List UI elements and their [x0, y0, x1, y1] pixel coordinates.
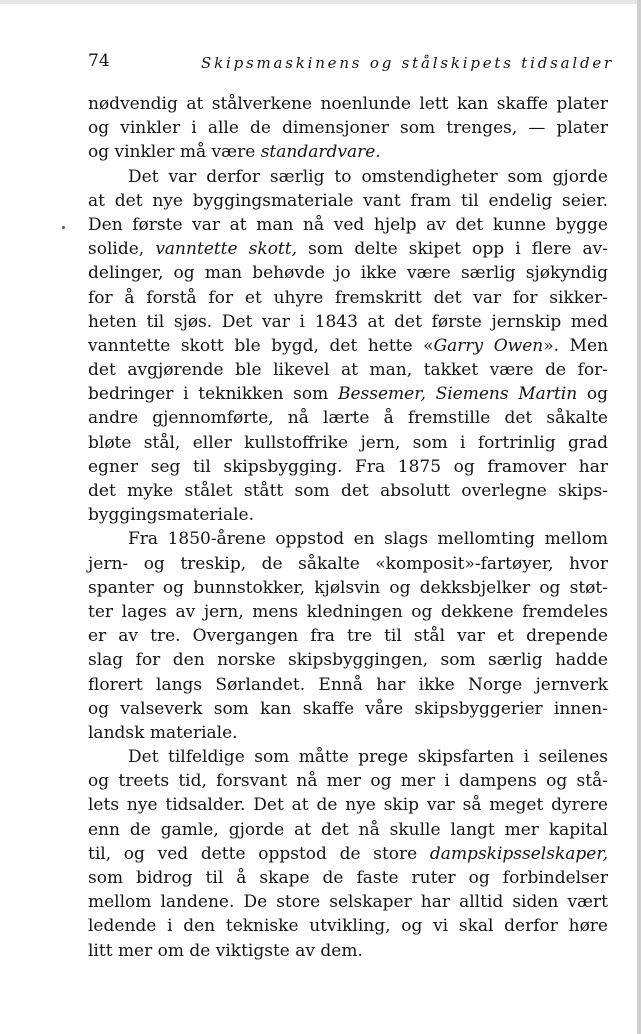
text-line: delinger, og man behøvde jo ikke være særlig sjøkyndig	[88, 263, 608, 284]
italic-term: Garry Owen	[433, 335, 544, 356]
italic-term: vanntette skott,	[155, 239, 298, 260]
text-line: Det var derfor særlig to omstendigheter som gjorde	[128, 166, 608, 187]
text-line: Fra 1850-årene oppstod en slags mellomting mellom	[128, 529, 608, 550]
text-line: og vinkler i alle de dimensjoner som trenges, — plater	[88, 118, 608, 139]
text-line: mellom landene. De store selskaper har alltid siden vært	[88, 892, 608, 913]
text-line	[88, 842, 608, 866]
text-line: det avgjørende ble likevel at man, takket være de for-	[88, 360, 608, 381]
text-line: florert langs Sørlandet. Ennå har ikke Norge jernverk	[88, 674, 608, 695]
text-span: og vinkler må være	[88, 142, 261, 163]
text-line: og valseverk som kan skaffe våre skipsbyggerier innen-	[88, 698, 608, 719]
text-line: enn de gamle, gjorde at det nå skulle langt mer kapital	[88, 819, 608, 840]
text-line: Det tilfeldige som måtte prege skipsfarten i seilenes	[128, 747, 608, 768]
text-line: byggingsmateriale.	[88, 505, 254, 526]
text-span: som delte skipet opp i flere av-	[297, 239, 609, 260]
italic-term: standardvare.	[260, 142, 381, 163]
text-line: bløte stål, eller kullstoffrike jern, som i fortrinlig grad	[88, 432, 608, 453]
text-span: ». Men	[543, 335, 609, 356]
text-span: bedringer i teknikken som	[88, 384, 338, 405]
text-span: vanntette skott ble bygd, det hette «	[88, 335, 434, 356]
text-line: egner seg til skipsbygging. Fra 1875 og framover har	[88, 456, 608, 477]
italic-term: dampskipsselskaper,	[429, 843, 608, 864]
text-line	[88, 140, 608, 164]
scan-edge-right	[637, 0, 641, 1034]
text-line: er av tre. Overgangen fra tre til stål var et drepende	[88, 626, 608, 647]
text-span: og	[577, 384, 608, 405]
text-line	[88, 237, 608, 261]
text-line: nødvendig at stålverkene noenlunde lett kan skaffe plater	[88, 94, 608, 114]
text-line: andre gjennomførte, nå lærte å fremstille det såkalte	[88, 408, 608, 429]
text-line: ledende i den tekniske utvikling, og vi skal derfor høre	[88, 916, 608, 937]
italic-term: Bessemer, Siemens Martin	[337, 384, 578, 405]
text-line: at det nye byggingsmateriale vant fram til endelig seier.	[88, 190, 608, 211]
text-line: og treets tid, forsvant nå mer og mer i dampens og stå-	[88, 771, 608, 792]
text-span: solide,	[88, 239, 156, 260]
text-line: som bidrog til å skape de faste ruter og forbindelser	[88, 868, 608, 888]
text-line: lets nye tidsalder. Det at de nye skip var så meget dyrere	[88, 795, 608, 816]
text-line: ter lages av jern, mens kledningen og dekkene fremdeles	[88, 601, 608, 622]
page-number: 74	[88, 51, 110, 71]
text-line: Den første var at man nå ved hjelp av det kunne bygge	[88, 214, 608, 235]
running-title: Skipsmaskinens og stålskipets tidsalder	[201, 54, 615, 72]
scan-edge-top	[0, 0, 641, 4]
text-line: heten til sjøs. Det var i 1843 at det første jernskip med	[88, 311, 608, 332]
text-line: spanter og bunnstokker, kjølsvin og dekksbjelker og støt-	[88, 577, 608, 598]
text-line: litt mer om de viktigste av dem.	[88, 940, 363, 961]
text-line: slag for den norske skipsbyggingen, som særlig hadde	[88, 650, 608, 671]
text-line: landsk materiale.	[88, 722, 238, 743]
text-line: jern- og treskip, de såkalte «komposit»-fartøyer, hvor	[88, 553, 608, 574]
text-line	[88, 334, 608, 358]
text-line: det myke stålet stått som det absolutt overlegne skips-	[88, 481, 608, 501]
page-header	[0, 51, 641, 75]
body-text	[88, 92, 608, 963]
text-span: til, og ved dette oppstod de store	[88, 843, 430, 864]
text-line: for å forstå for et uhyre fremskritt det var for sikker-	[88, 287, 608, 308]
margin-mark	[62, 226, 65, 229]
text-line	[88, 382, 608, 406]
